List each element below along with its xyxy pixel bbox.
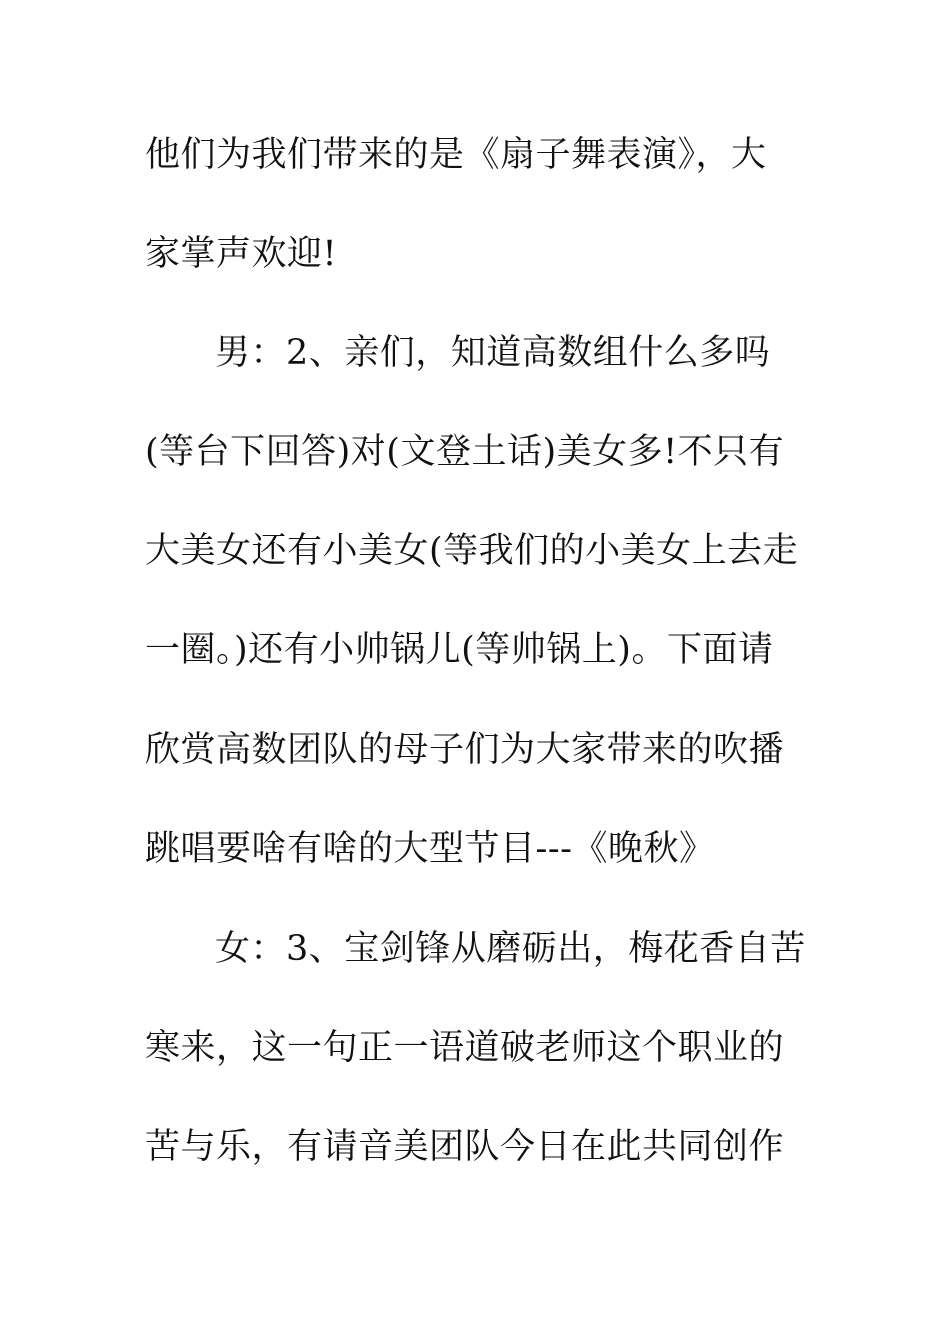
text-line-7: 欣赏高数团队的母子们为大家带来的吹播 — [145, 730, 785, 770]
text-line-5: 大美女还有小美女(等我们的小美女上去走 — [145, 531, 799, 571]
text-line-8: 跳唱要啥有啥的大型节目---《晚秋》 — [145, 829, 715, 869]
text-line-11: 苦与乐，有请音美团队今日在此共同创作 — [145, 1127, 785, 1167]
text-line-10: 寒来，这一句正一语道破老师这个职业的 — [145, 1028, 785, 1068]
text-line-3-paragraph-start: 男：2、亲们，知道高数组什么多吗 — [215, 333, 771, 373]
text-line-1: 他们为我们带来的是《扇子舞表演》，大 — [145, 135, 767, 175]
text-line-6: 一圈。)还有小帅锅儿(等帅锅上)。下面请 — [145, 630, 774, 670]
text-line-2: 家掌声欢迎! — [145, 234, 338, 274]
text-line-9-paragraph-start: 女：3、宝剑锋从磨砺出，梅花香自苦 — [215, 929, 806, 969]
text-line-4: (等台下回答)对(文登土话)美女多!不只有 — [145, 432, 785, 472]
